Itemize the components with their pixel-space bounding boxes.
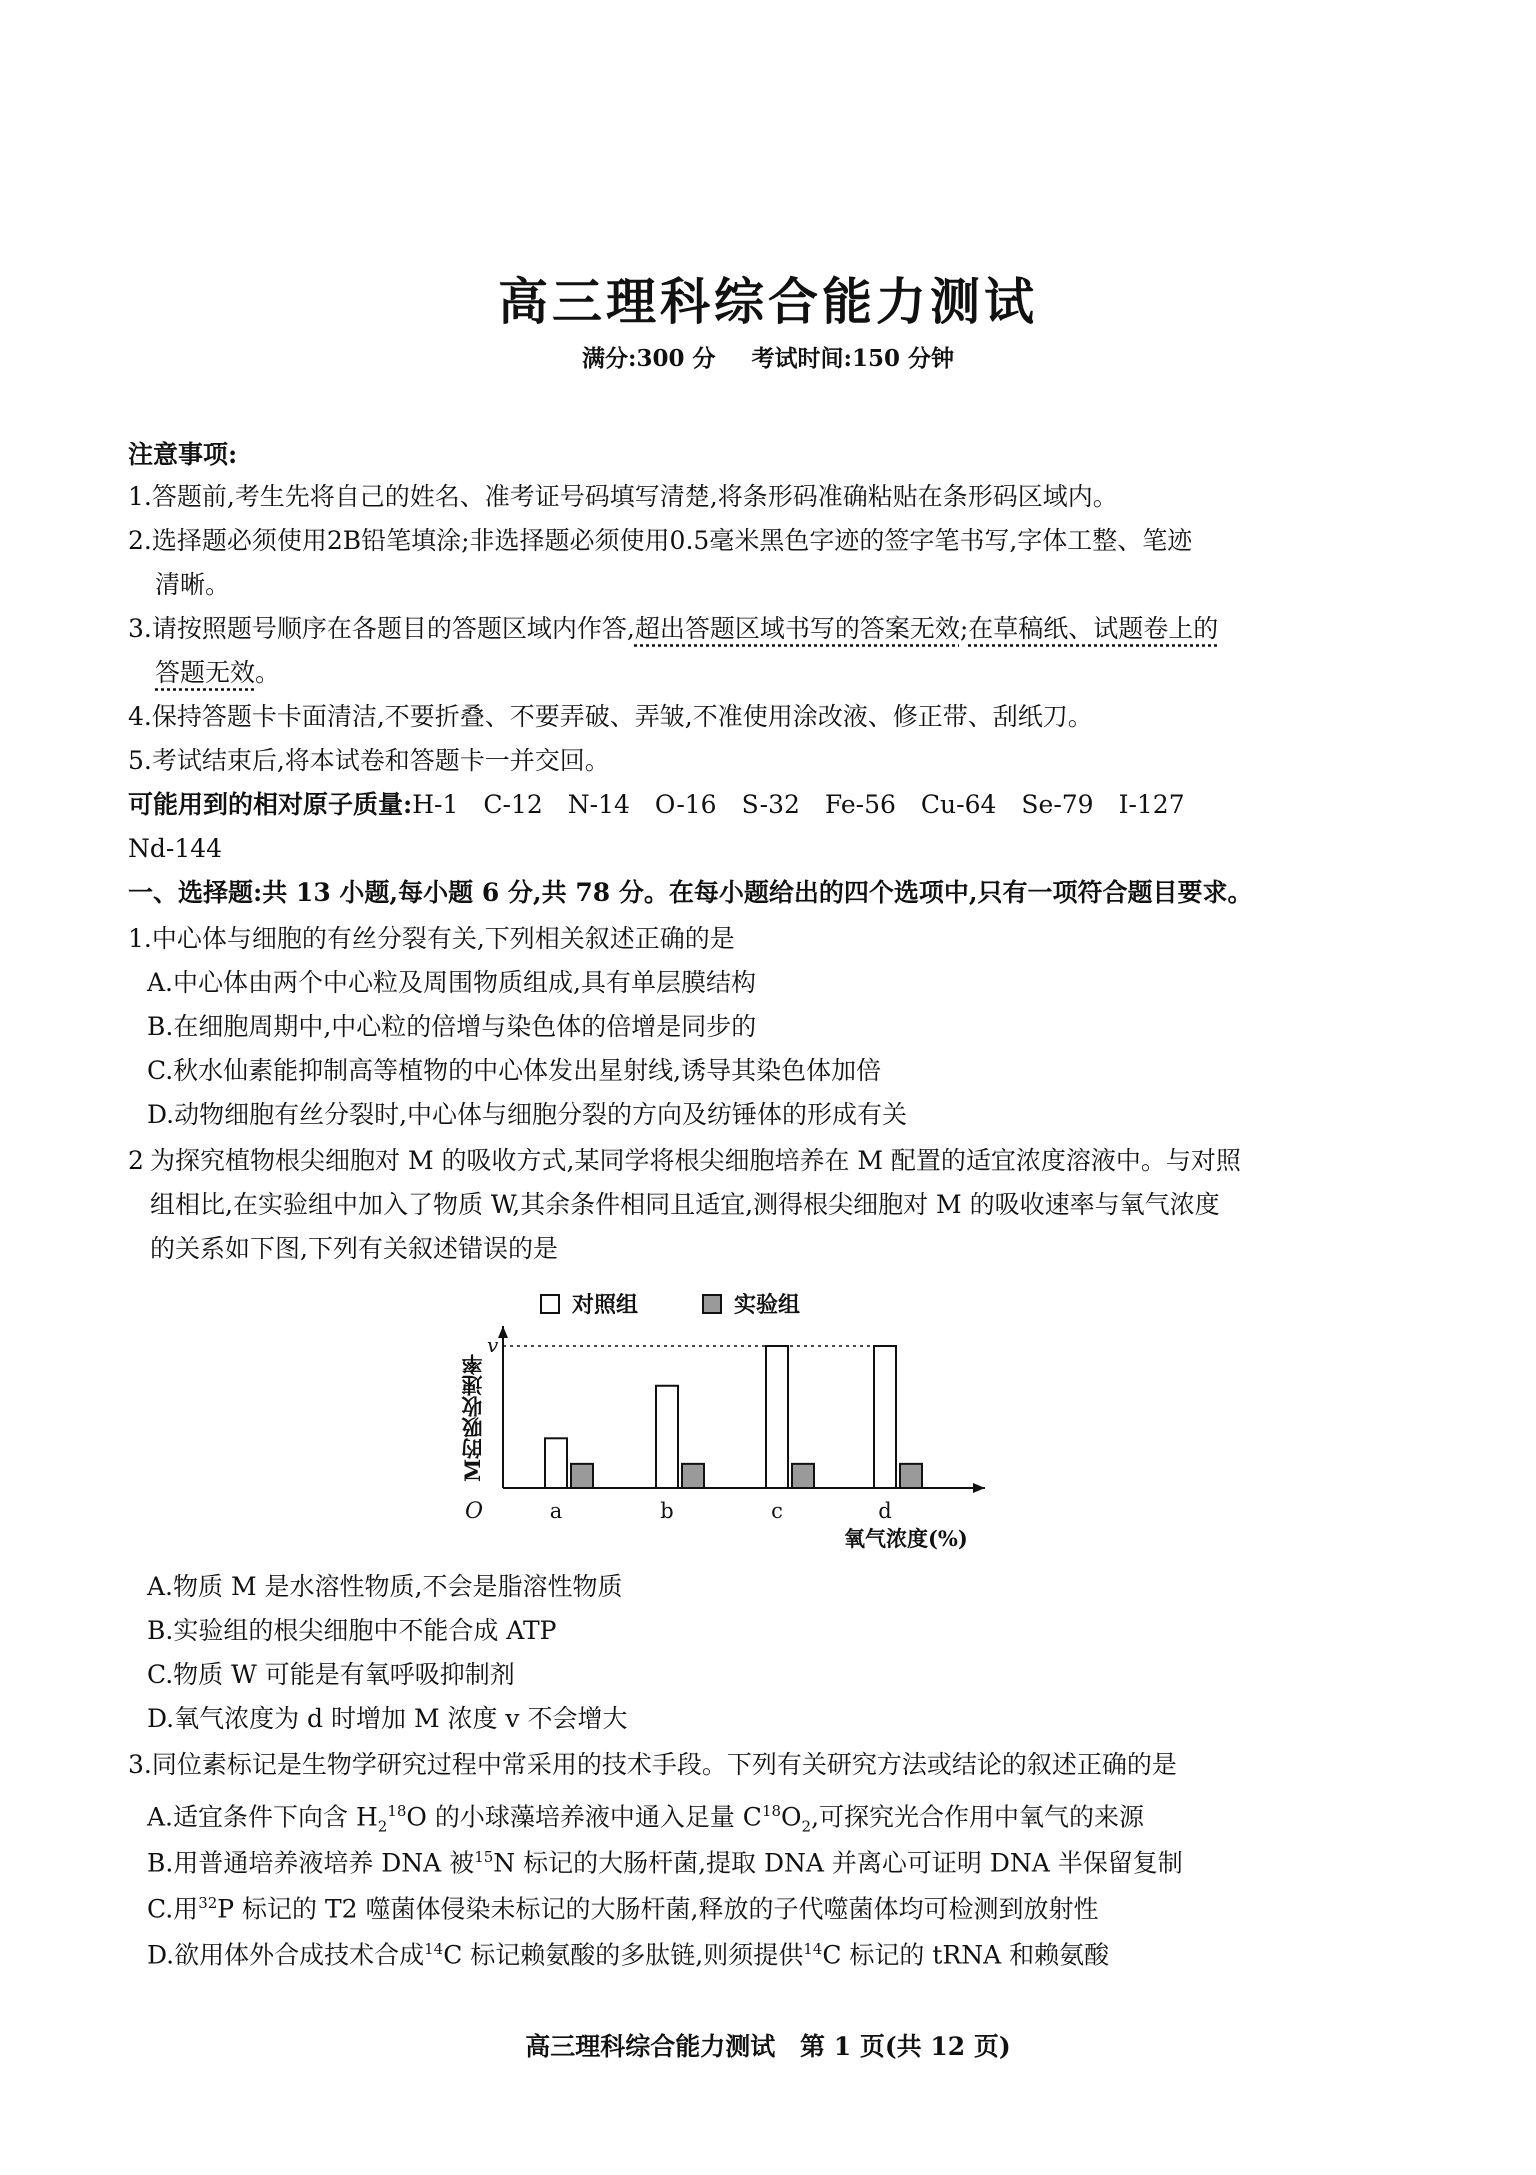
bar-control-d [874,1346,896,1488]
atomic-masses-cont: Nd-144 [128,834,223,863]
question-3-option-a: A.适宜条件下向含 $H_2^{18}O$ 的小球藻培养液中通入足量 $C^{18}O_2$,可探究光合作用中氧气的来源 [147,1802,1145,1836]
notice-item-1: 1.答题前,考生先将自己的姓名、准考证号码填写清楚,将条形码准确粘贴在条形码区域内。 [128,482,1118,511]
question-number: 2 [128,1146,144,1175]
question-2-stem-cont: 的关系如下图,下列有关叙述错误的是 [150,1234,558,1263]
notice-heading: 注意事项: [128,440,238,469]
footer-page-number: 第 1 页(共 12 页) [800,2032,1011,2061]
origin-label: O [465,1499,484,1524]
question-1-option-b: B.在细胞周期中,中心粒的倍增与染色体的倍增是同步的 [147,1012,757,1041]
dotted-emphasis: 在草稿纸、试题卷上的 [968,614,1219,643]
x-axis-label: 氧气浓度(%) [844,1526,968,1551]
x-axis-arrow [973,1483,985,1493]
legend-experiment [702,1288,800,1319]
question-2-option-a: A.物质 M 是水溶性物质,不会是脂溶性物质 [147,1572,623,1601]
bar-experiment-b [682,1464,704,1488]
bar-control-b [656,1386,678,1488]
question-3-option-d: D.欲用体外合成技术合成$^{14}$C 标记赖氨酸的多肽链,则须提供$^{14}$C 标记的 tRNA 和赖氨酸 [147,1940,1110,1970]
footer-title: 高三理科综合能力测试 [525,2032,776,2061]
legend-control [540,1288,638,1319]
legend-swatch-experiment [702,1294,722,1314]
notice-item-3-cont: 答题无效。 [155,658,281,687]
y-axis-label: M的吸收速率 [460,1353,485,1483]
legend-label-control: 对照组 [572,1292,639,1318]
x-tick-label-a: a [549,1499,563,1523]
question-3-option-c: C.用$^{32}$P 标记的 T2 噬菌体侵染未标记的大肠杆菌,释放的子代噬菌体均可检测到放射性 [147,1894,1099,1924]
question-2-stem: 2 为探究植物根尖细胞对 M 的吸收方式,某同学将根尖细胞培养在 M 配置的适宜浓度溶液中。与对照 [128,1144,1418,1178]
bar-experiment-d [900,1464,922,1488]
full-score: 满分:300 分 [581,345,716,372]
question-2-option-d: D.氧气浓度为 d 时增加 M 浓度 v 不会增大 [147,1704,628,1733]
notice-item-5: 5.考试结束后,将本试卷和答题卡一并交回。 [128,746,610,775]
atomic-masses-label: 可能用到的相对原子质量: [128,790,413,819]
exam-time: 考试时间:150 分钟 [751,345,955,372]
y-axis-arrow [498,1326,508,1338]
x-tick-label-c: c [771,1499,783,1523]
dotted-emphasis: 答题无效 [155,658,256,687]
question-3-option-b: B.用普通培养液培养 DNA 被$^{15}$N 标记的大肠杆菌,提取 DNA 并离心可证明 DNA 半保留复制 [147,1848,1183,1878]
question-1-option-c: C.秋水仙素能抑制高等植物的中心体发出星射线,诱导其染色体加倍 [147,1056,882,1085]
bar-experiment-c [792,1464,814,1488]
atomic-masses-list: H-1 C-12 N-14 O-16 S-32 Fe-56 Cu-64 Se-79 I-127 [412,790,1185,819]
bar-control-a [545,1438,567,1488]
bar-chart [455,1318,1015,1533]
page-footer [0,2027,1536,2063]
bar-control-c [766,1346,788,1488]
bar-experiment-a [571,1464,593,1488]
question-3-stem: 3.同位素标记是生物学研究过程中常采用的技术手段。下列有关研究方法或结论的叙述正确的是 [128,1750,1177,1779]
legend-swatch-control [540,1294,560,1314]
exam-info [0,340,1536,373]
notice-item-2: 2.选择题必须使用2B铅笔填涂;非选择题必须使用0.5毫米黑色字迹的签字笔书写,字体工整、笔迹 [128,526,1193,555]
notice-item-4: 4.保持答题卡卡面清洁,不要折叠、不要弄破、弄皱,不准使用涂改液、修正带、刮纸刀。 [128,702,1093,731]
section-heading: 一、选择题:共 13 小题,每小题 6 分,共 78 分。在每小题给出的四个选项中,只有一项符合题目要求。 [128,878,1253,907]
notice-item-2-cont: 清晰。 [155,570,231,599]
page-title: 高三理科综合能力测试 [498,272,1038,331]
question-1-option-a: A.中心体由两个中心粒及周围物质组成,具有单层膜结构 [147,968,756,997]
question-2-option-b: B.实验组的根尖细胞中不能合成 ATP [147,1616,557,1645]
dotted-emphasis: 超出答题区域书写的答案无效 [634,614,960,643]
question-2-option-c: C.物质 W 可能是有氧呼吸抑制剂 [147,1660,515,1689]
question-1-stem: 1.中心体与细胞的有丝分裂有关,下列相关叙述正确的是 [128,924,735,953]
x-tick-label-b: b [660,1499,674,1523]
question-1-option-d: D.动物细胞有丝分裂时,中心体与细胞分裂的方向及纺锤体的形成有关 [147,1100,908,1129]
atomic-masses [128,788,1418,822]
legend-label-experiment: 实验组 [734,1292,801,1318]
v-label: v [487,1333,499,1357]
x-tick-label-d: d [878,1499,892,1523]
question-2-stem-cont: 组相比,在实验组中加入了物质 W,其余条件相同且适宜,测得根尖细胞对 M 的吸收速率与氧气浓度 [150,1190,1220,1219]
notice-item-3: 3.请按照题号顺序在各题目的答题区域内作答,超出答题区域书写的答案无效;在草稿纸、试题卷上的 [128,614,1219,643]
